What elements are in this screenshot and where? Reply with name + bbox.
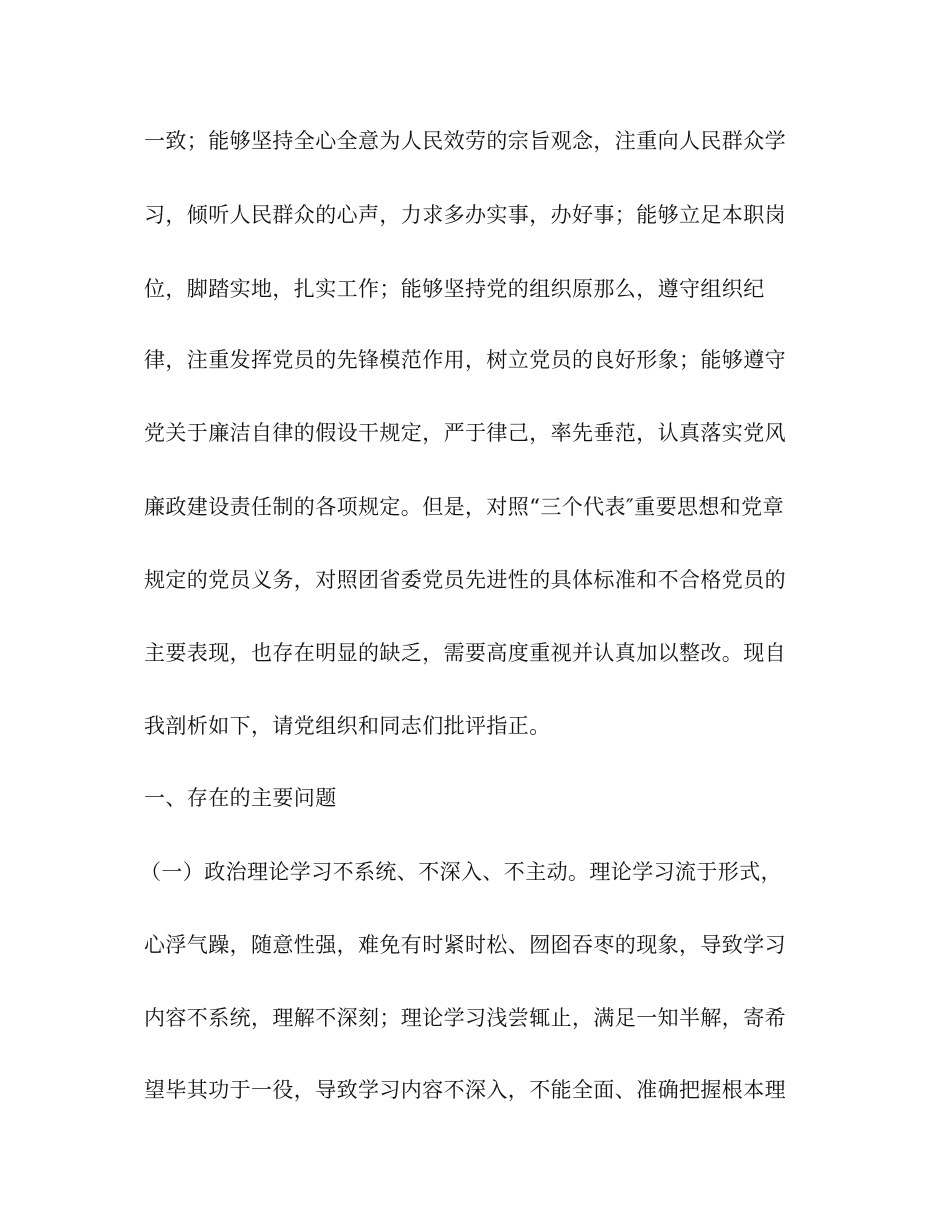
body-text-line: 位，脚踏实地，扎实工作；能够坚持党的组织原那么，遵守组织纪	[144, 277, 765, 301]
subsection-heading: （一）政治理论学习不系统、不深入、不主动。理论学习流于形式，	[140, 860, 782, 884]
body-text-line: 主要表现，也存在明显的缺乏，需要高度重视并认真加以整改。现自	[144, 641, 786, 665]
body-text-line: 一致；能够坚持全心全意为人民效劳的宗旨观念，注重向人民群众学	[144, 129, 786, 153]
body-text-line: 望毕其功于一役，导致学习内容不深入，不能全面、准确把握根本理	[144, 1078, 786, 1102]
body-text-line: 我剖析如下，请党组织和同志们批评指正。	[144, 714, 551, 738]
body-text-line: 心浮气躁，随意性强，难免有时紧时松、囫囵吞枣的现象，导致学习	[144, 933, 786, 957]
body-text-line: 规定的党员义务，对照团省委党员先进性的具体标准和不合格党员的	[144, 568, 786, 592]
body-text-line: 律，注重发挥党员的先锋模范作用，树立党员的良好形象；能够遵守	[144, 348, 786, 372]
section-heading: 一、存在的主要问题	[144, 786, 337, 810]
body-text-line: 廉政建设责任制的各项规定。但是，对照“三个代表″重要思想和党章	[144, 495, 784, 519]
body-text-line: 习，倾听人民群众的心声，力求多办实事，办好事；能够立足本职岗	[144, 203, 786, 227]
body-text-line: 内容不系统，理解不深刻；理论学习浅尝辄止，满足一知半解，寄希	[144, 1006, 786, 1030]
body-text-line: 党关于廉洁自律的假设干规定，严于律己，率先垂范，认真落实党风	[144, 421, 786, 445]
